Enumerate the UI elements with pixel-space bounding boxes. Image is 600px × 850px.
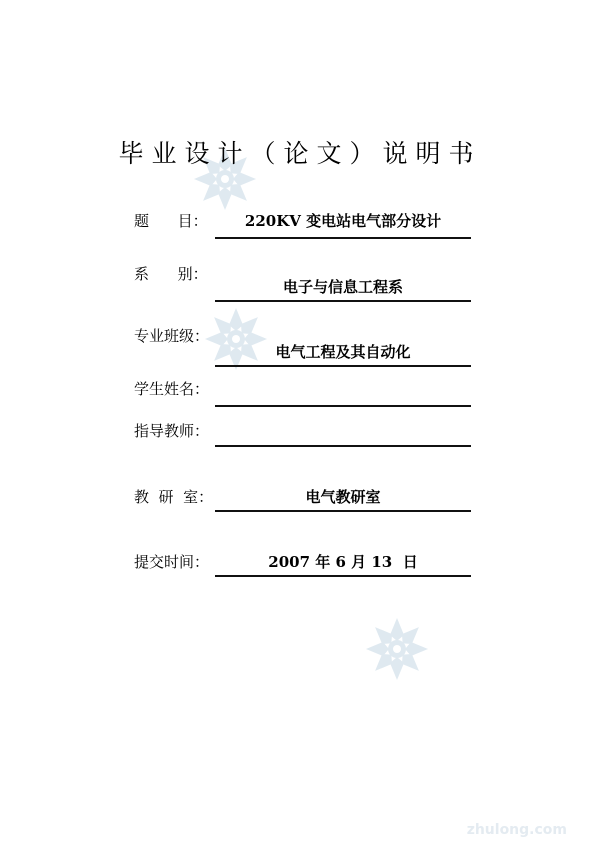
teaching-office-value: 电气教研室 — [305, 488, 381, 506]
subject-underline — [215, 237, 471, 239]
subject-value: 220KV 变电站电气部分设计 — [244, 212, 442, 230]
site-watermark: zhulong.com — [466, 822, 567, 838]
snowflake-watermark-icon — [364, 616, 430, 682]
major-class-label: 专业班级： — [134, 327, 210, 345]
submission-date-value: 2007 年 6 月 13 日 — [268, 553, 418, 571]
department-value: 电子与信息工程系 — [282, 278, 403, 296]
submission-date-label: 提交时间： — [134, 553, 210, 571]
snowflake-watermark-icon — [203, 306, 269, 372]
major-class-underline — [215, 365, 471, 367]
subject-label: 题 目： — [134, 212, 208, 230]
submission-date-underline — [215, 575, 471, 577]
department-label: 系 别： — [134, 265, 208, 283]
advisor-underline — [215, 445, 471, 447]
advisor-label: 指导教师： — [134, 422, 210, 440]
teaching-office-label: 教 研 室： — [134, 488, 214, 506]
teaching-office-underline — [215, 510, 471, 512]
document-title: 毕业设计（论文）说明书 — [118, 139, 482, 168]
student-name-label: 学生姓名： — [134, 380, 210, 398]
department-underline — [215, 300, 471, 302]
student-name-underline — [215, 405, 471, 407]
major-class-value: 电气工程及其自动化 — [275, 343, 411, 361]
